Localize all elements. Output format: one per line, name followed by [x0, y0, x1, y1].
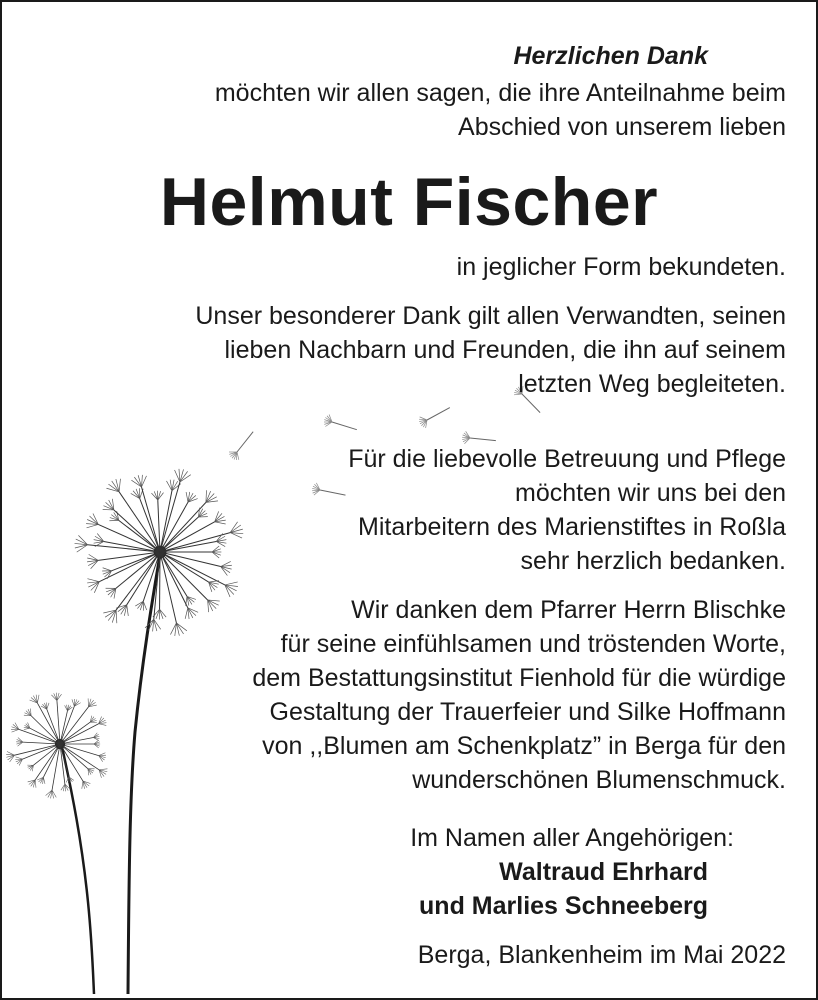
- signature-name-1: Waltraud Ehrhard: [499, 858, 708, 886]
- dandelion-seed-icon: [229, 386, 540, 495]
- intro-line-1: möchten wir allen sagen, die ihre Anteilnahme beim: [214, 79, 786, 107]
- dandelion-large-icon: [75, 469, 244, 636]
- para3-line-3: dem Bestattungsinstitut Fienhold für die würdige: [252, 664, 786, 692]
- signature-name-2: und Marlies Schneeberg: [419, 892, 708, 920]
- para3-line-4: Gestaltung der Trauerfeier und Silke Hoffmann: [269, 698, 786, 726]
- para3-line-6: wunderschönen Blumenschmuck.: [412, 766, 786, 794]
- intro-line-2: Abschied von unserem lieben: [458, 113, 786, 141]
- para2-line-3: Mitarbeitern des Marienstiftes in Roßla: [358, 513, 786, 541]
- para2-line-4: sehr herzlich bedanken.: [520, 547, 786, 575]
- after-name-line: in jeglicher Form bekundeten.: [456, 253, 786, 281]
- para2-line-1: Für die liebevolle Betreuung und Pflege: [348, 445, 786, 473]
- para1-line-1: Unser besonderer Dank gilt allen Verwandten, seinen: [195, 302, 786, 330]
- para2-line-2: möchten wir uns bei den: [515, 479, 786, 507]
- para3-line-5: von ,,Blumen am Schenkplatz” in Berga für den: [262, 732, 786, 760]
- deceased-name: Helmut Fischer: [159, 164, 659, 240]
- para3-line-1: Wir danken dem Pfarrer Herrn Blischke: [351, 596, 786, 624]
- dandelion-small-icon: [6, 693, 107, 799]
- thanks-heading: Herzlichen Dank: [513, 42, 708, 70]
- para1-line-3: letzten Weg begleiteten.: [518, 370, 786, 398]
- signature-intro: Im Namen aller Angehörigen:: [410, 824, 734, 852]
- para1-line-2: lieben Nachbarn und Freunden, die ihn auf seinem: [224, 336, 786, 364]
- place-date: Berga, Blankenheim im Mai 2022: [417, 941, 786, 969]
- para3-line-2: für seine einfühlsamen und tröstenden Worte,: [280, 630, 786, 658]
